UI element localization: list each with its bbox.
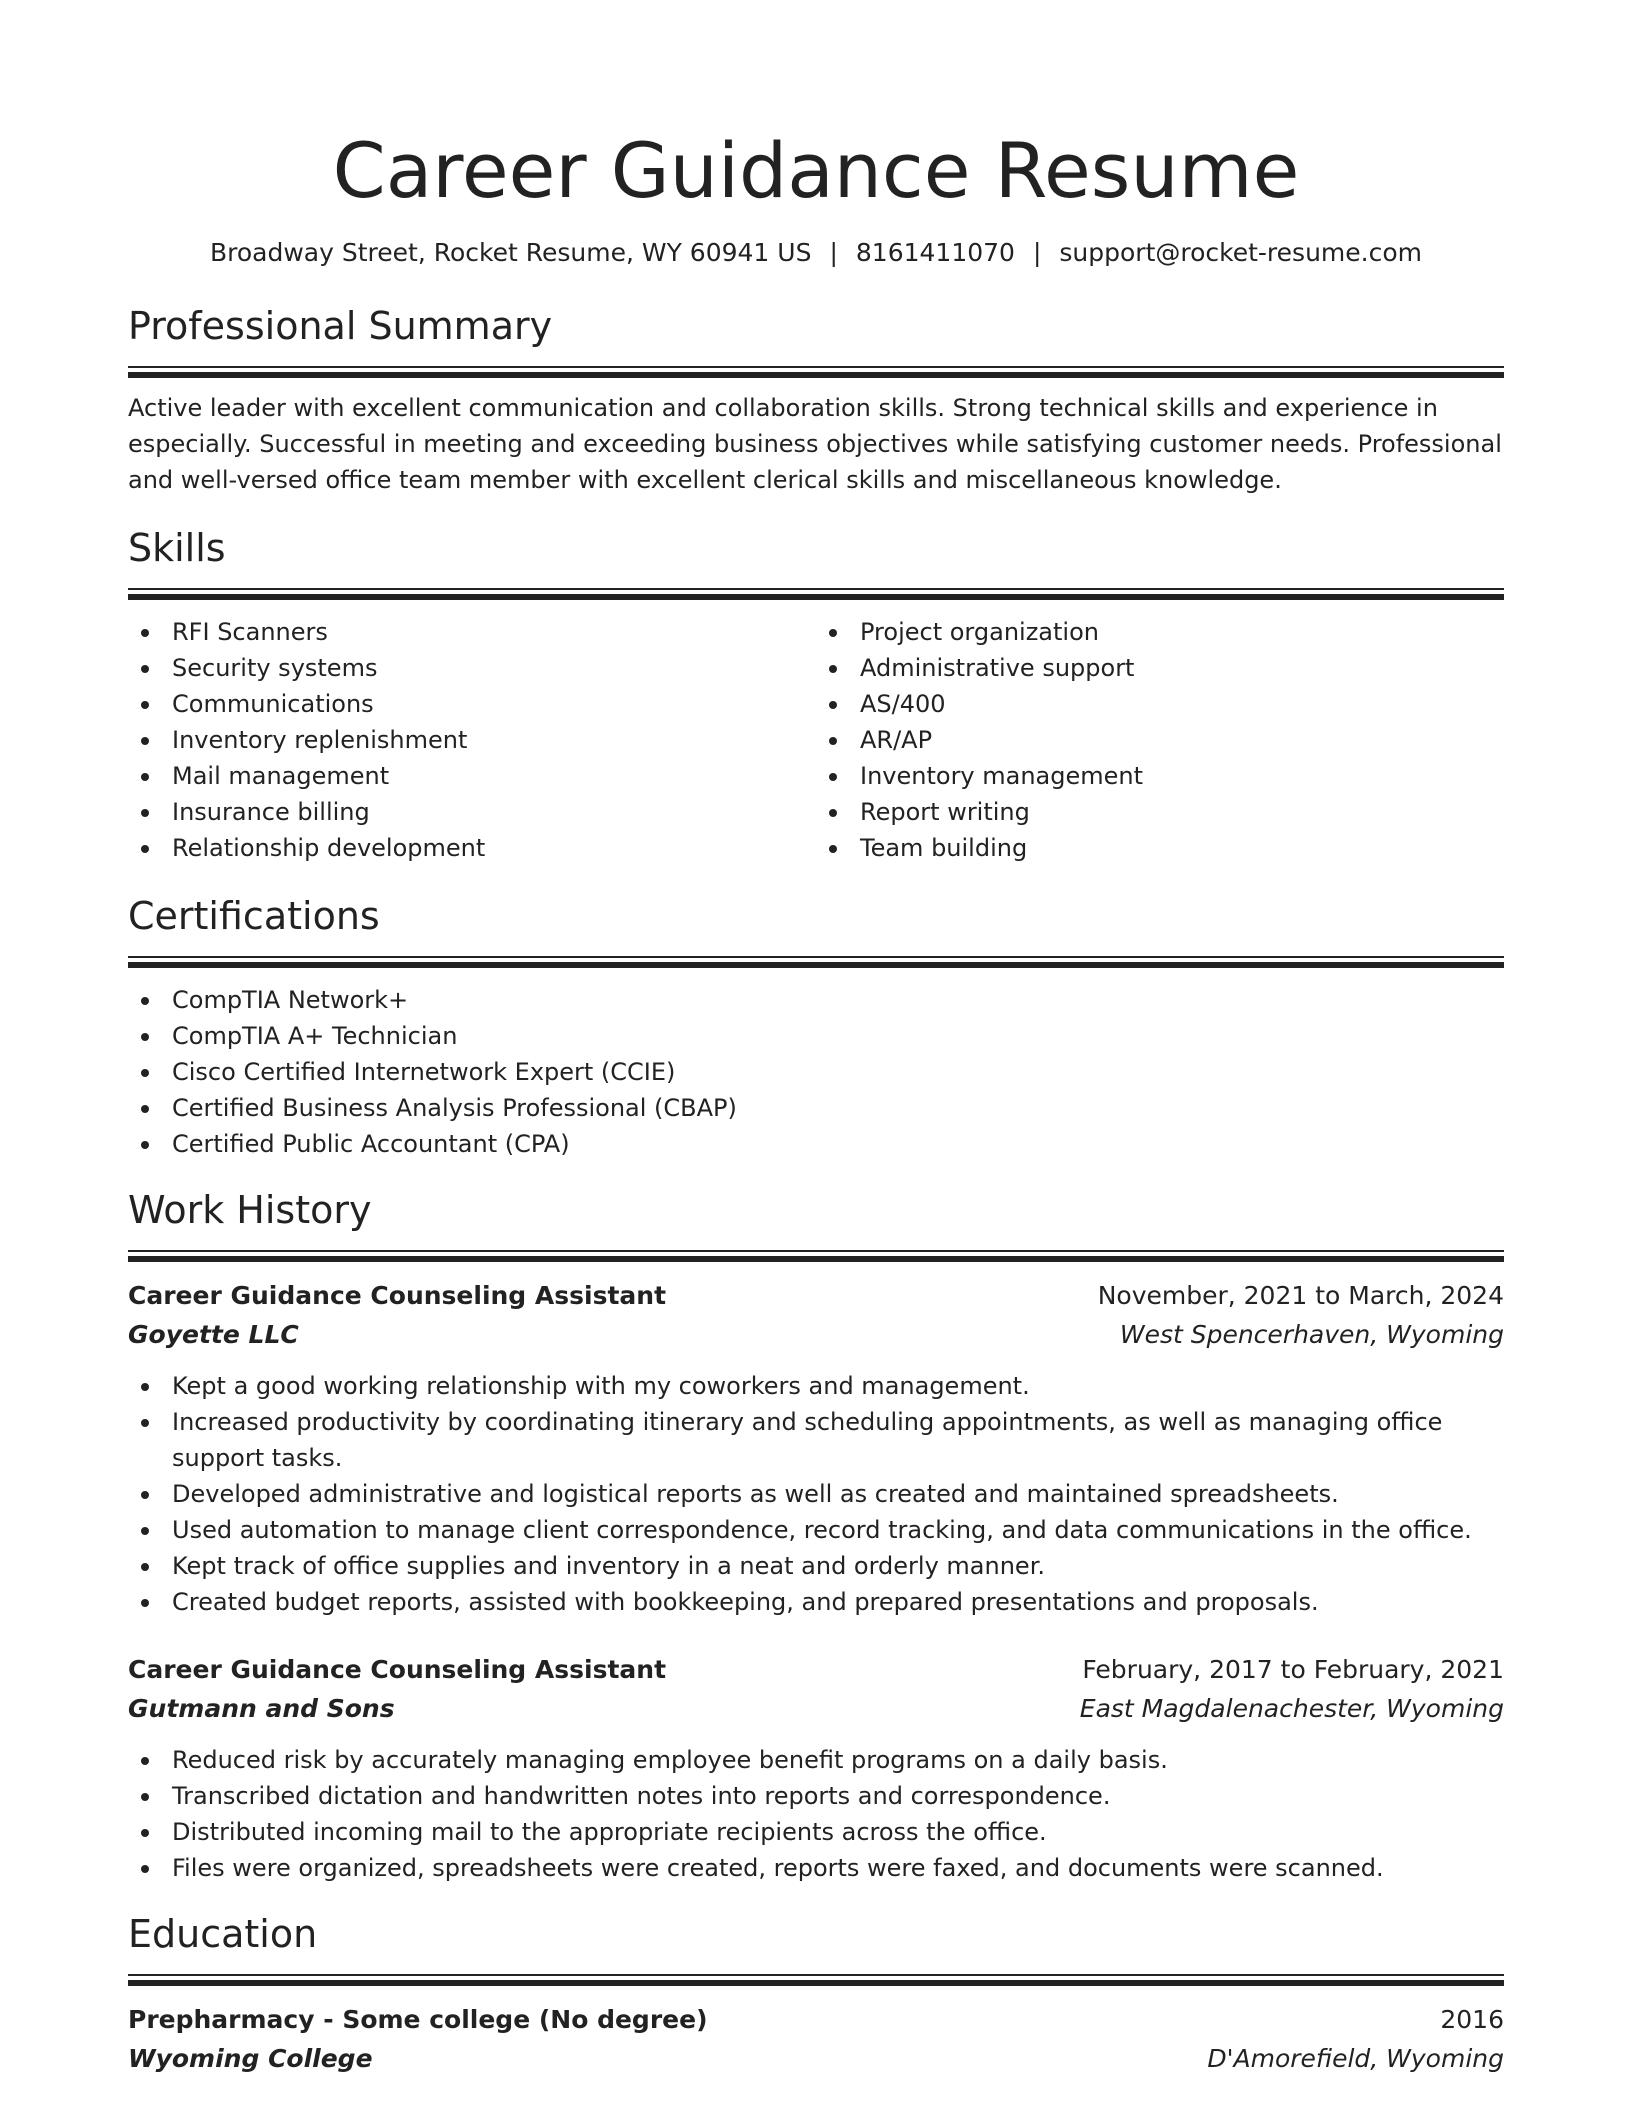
- resume-name: Career Guidance Resume: [332, 126, 1300, 215]
- skill-item: Mail management: [172, 758, 816, 794]
- certifications-section: [128, 892, 1504, 1162]
- certification-item: CompTIA Network+: [172, 982, 1504, 1018]
- job-bullet: Created budget reports, assisted with bookkeeping, and prepared presentations and proposals.: [172, 1584, 1504, 1620]
- contact-phone: 8161411070: [855, 238, 1015, 267]
- certification-item: Certified Business Analysis Professional (CBAP): [172, 1090, 1504, 1126]
- skill-item: AR/AP: [860, 722, 1504, 758]
- skill-item: Team building: [860, 830, 1504, 866]
- resume-page: [128, 0, 1504, 2078]
- job-bullet: Files were organized, spreadsheets were created, reports were faxed, and documents were scanned.: [172, 1850, 1504, 1886]
- contact-line: [128, 236, 1504, 270]
- skill-item: Insurance billing: [172, 794, 816, 830]
- job-subheader: [128, 1689, 1504, 1728]
- education-section: [128, 1910, 1504, 2078]
- skills-grid: [128, 614, 1504, 866]
- job-bullet: Distributed incoming mail to the appropriate recipients across the office.: [172, 1814, 1504, 1850]
- section-title-certifications: Certifications: [128, 894, 380, 938]
- education-school: Wyoming College: [128, 2044, 373, 2073]
- section-title-skills: Skills: [128, 526, 226, 570]
- summary-section: [128, 302, 1504, 498]
- job-bullet: Transcribed dictation and handwritten notes into reports and correspondence.: [172, 1778, 1504, 1814]
- section-title-education: Education: [128, 1912, 318, 1956]
- skill-item: Relationship development: [172, 830, 816, 866]
- skill-item: Inventory management: [860, 758, 1504, 794]
- section-title-summary: Professional Summary: [128, 304, 553, 348]
- summary-text: Active leader with excellent communication and collaboration skills. Strong technical skills and experience in especially. Successful in meeting and exceeding business objectives while satisfying customer needs. Professional and well-versed office team member with excellent clerical skills and miscellaneous knowledge.: [128, 394, 1502, 494]
- job-company: Goyette LLC: [128, 1320, 299, 1349]
- job-bullets: [128, 1742, 1504, 1886]
- education-degree: Prepharmacy - Some college (No degree): [128, 2005, 708, 2034]
- education-subheader: [128, 2039, 1504, 2078]
- skill-item: AS/400: [860, 686, 1504, 722]
- education-year: 2016: [1440, 2005, 1504, 2034]
- section-title-work-history: Work History: [128, 1188, 372, 1232]
- job-bullet: Kept a good working relationship with my coworkers and management.: [172, 1368, 1504, 1404]
- skill-item: Communications: [172, 686, 816, 722]
- skills-list-right: [816, 614, 1504, 866]
- section-divider: [128, 956, 1504, 968]
- job-bullets: [128, 1368, 1504, 1620]
- job-bullet: Reduced risk by accurately managing employee benefit programs on a daily basis.: [172, 1742, 1504, 1778]
- job-dates: February, 2017 to February, 2021: [1082, 1655, 1504, 1684]
- job-header: [128, 1276, 1504, 1315]
- section-divider: [128, 1974, 1504, 1986]
- education-header: [128, 2000, 1504, 2039]
- job-title: Career Guidance Counseling Assistant: [128, 1655, 667, 1684]
- certifications-list: [128, 982, 1504, 1162]
- job-entry: [128, 1276, 1504, 1620]
- contact-separator: |: [829, 238, 838, 267]
- skill-item: Project organization: [860, 614, 1504, 650]
- job-subheader: [128, 1315, 1504, 1354]
- certification-item: CompTIA A+ Technician: [172, 1018, 1504, 1054]
- skills-list-left: [128, 614, 816, 866]
- education-location: D'Amorefield, Wyoming: [1207, 2044, 1504, 2073]
- contact-email: support@rocket-resume.com: [1059, 238, 1422, 267]
- skill-item: Administrative support: [860, 650, 1504, 686]
- skill-item: RFI Scanners: [172, 614, 816, 650]
- contact-separator: |: [1032, 238, 1042, 267]
- job-location: West Spencerhaven, Wyoming: [1119, 1320, 1504, 1349]
- job-bullet: Developed administrative and logistical reports as well as created and maintained spreadsheets.: [172, 1476, 1504, 1512]
- section-divider: [128, 366, 1504, 378]
- contact-address: Broadway Street, Rocket Resume, WY 60941 US: [210, 238, 812, 267]
- section-divider: [128, 1250, 1504, 1262]
- job-bullet: Used automation to manage client correspondence, record tracking, and data communications in the office.: [172, 1512, 1504, 1548]
- job-header: [128, 1650, 1504, 1689]
- job-entry: [128, 1650, 1504, 1886]
- job-title: Career Guidance Counseling Assistant: [128, 1281, 667, 1310]
- job-bullet: Increased productivity by coordinating itinerary and scheduling appointments, as well as managing office support tasks.: [172, 1404, 1504, 1476]
- job-company: Gutmann and Sons: [128, 1694, 395, 1723]
- certification-item: Certified Public Accountant (CPA): [172, 1126, 1504, 1162]
- job-bullet: Kept track of office supplies and inventory in a neat and orderly manner.: [172, 1548, 1504, 1584]
- skill-item: Report writing: [860, 794, 1504, 830]
- certification-item: Cisco Certified Internetwork Expert (CCIE): [172, 1054, 1504, 1090]
- job-dates: November, 2021 to March, 2024: [1097, 1281, 1504, 1310]
- skill-item: Security systems: [172, 650, 816, 686]
- section-divider: [128, 588, 1504, 600]
- work-history-section: [128, 1186, 1504, 1886]
- job-location: East Magdalenachester, Wyoming: [1079, 1694, 1504, 1723]
- skills-section: [128, 524, 1504, 866]
- education-entry: [128, 2000, 1504, 2078]
- skill-item: Inventory replenishment: [172, 722, 816, 758]
